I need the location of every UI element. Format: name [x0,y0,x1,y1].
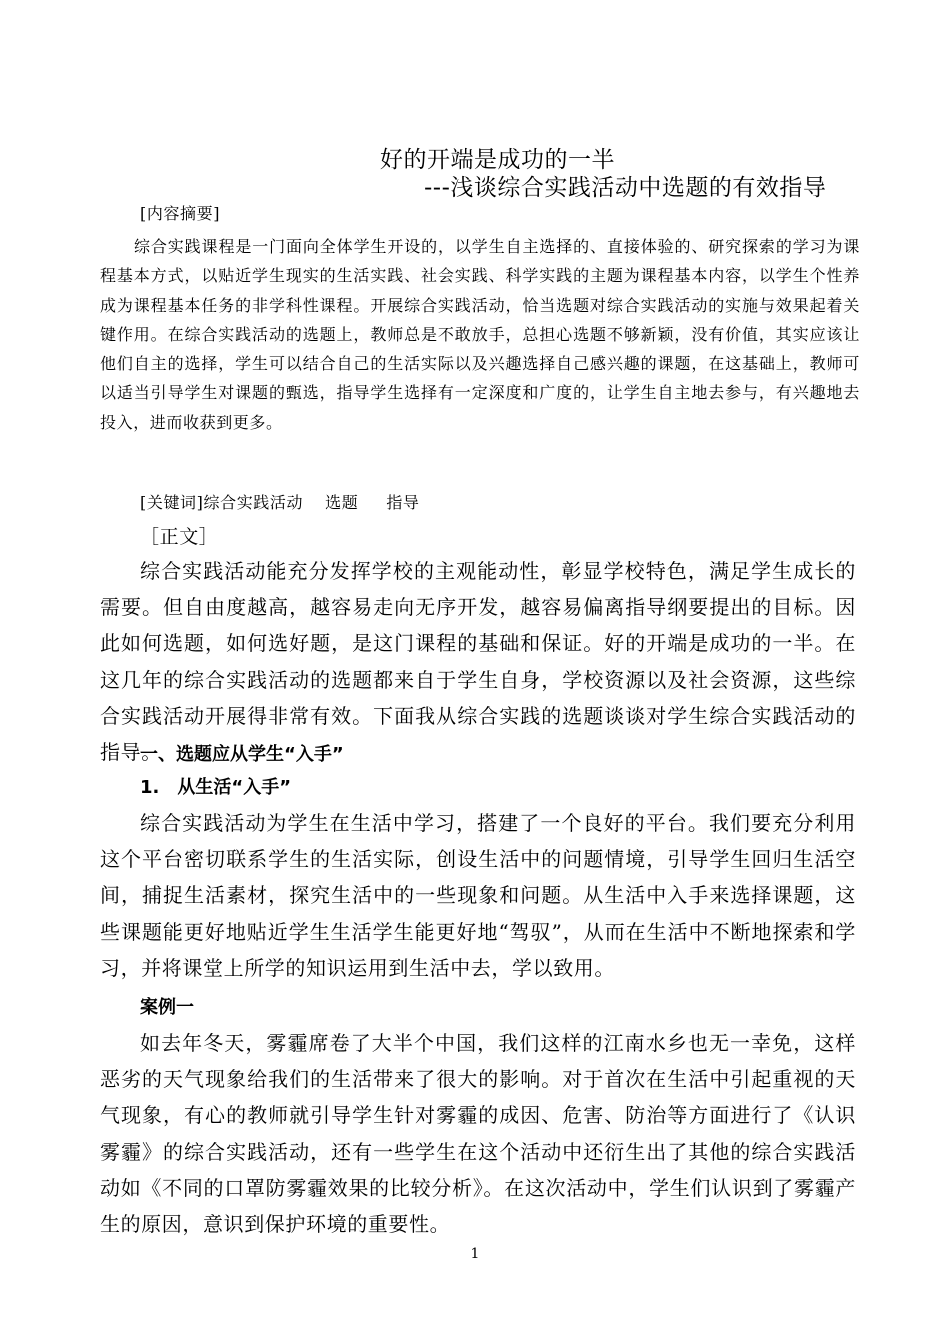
page-number: 1 [470,1246,480,1262]
keywords-line [140,491,420,515]
keyword-item: 选题 [325,493,359,512]
body-paragraph: 如去年冬天，雾霾席卷了大半个中国，我们这样的江南水乡也无一幸免，这样恶劣的天气现象给我们的生活带来了很大的影响。对于首次在生活中引起重视的天气现象，有心的教师就引导学生针对雾霾的成因、危害、防治等方面进行了《认识雾霾》的综合实践活动，还有一些学生在这个活动中还衍生出了其他的综合实践活动如《不同的口罩防雾霾效果的比较分析》。在这次活动中，学生们认识到了雾霾产生的原因，意识到保护环境的重要性。 [100,1031,856,1237]
subsection-heading [140,773,291,803]
document-title: 好的开端是成功的一半 [380,147,615,173]
case-heading: 案例一 [140,997,194,1018]
body-paragraph: 综合实践活动为学生在生活中学习，搭建了一个良好的平台。我们要充分利用这个平台密切联系学生的生活实际，创设生活中的问题情境，引导学生回归生活空间，捕捉生活素材，探究生活中的一些现象和问题。从生活中入手来选择课题，这些课题能更好地贴近学生生活学生能更好地“驾驭”，从而在生活中不断地探索和学习，并将课堂上所学的知识运用到生活中去，学以致用。 [100,811,856,980]
body-paragraph: 综合实践活动能充分发挥学校的主观能动性，彰显学校特色，满足学生成长的需要。但自由度越高，越容易走向无序开发，越容易偏离指导纲要提出的目标。因此如何选题，如何选好题，是这门课程的基础和保证。好的开端是成功的一半。在这几年的综合实践活动的选题都来自于学生自身，学校资源以及社会资源，这些综合实践活动开展得非常有效。下面我从综合实践的选题谈谈对学生综合实践活动的指导。 [100,559,856,765]
abstract-label: [内容摘要] [140,204,221,223]
keywords-label: [关键词] [140,493,204,512]
keyword-item: 指导 [386,493,420,512]
body-label: ［正文］ [140,526,219,548]
section-heading: 一、选题应从学生“入手” [140,744,344,765]
subsection-number: 1. [140,777,160,798]
keyword-item: 综合实践活动 [203,493,304,512]
document-subtitle: ---浅谈综合实践活动中选题的有效指导 [424,175,827,201]
abstract-text: 综合实践课程是一门面向全体学生开设的，以学生自主选择的、直接体验的、研究探索的学习为课程基本方式，以贴近学生现实的生活实践、社会实践、科学实践的主题为课程基本内容，以学生个性养成为课程基本任务的非学科性课程。开展综合实践活动，恰当选题对综合实践活动的实施与效果起着关键作用。在综合实践活动的选题上，教师总是不敢放手，总担心选题不够新颖，没有价值，其实应该让他们自主的选择，学生可以结合自己的生活实际以及兴趣选择自己感兴趣的课题，在这基础上，教师可以适当引导学生对课题的甄选，指导学生选择有一定深度和广度的，让学生自主地去参与，有兴趣地去投入，进而收获到更多。 [100,237,860,432]
subsection-title: 从生活“入手” [177,777,292,798]
